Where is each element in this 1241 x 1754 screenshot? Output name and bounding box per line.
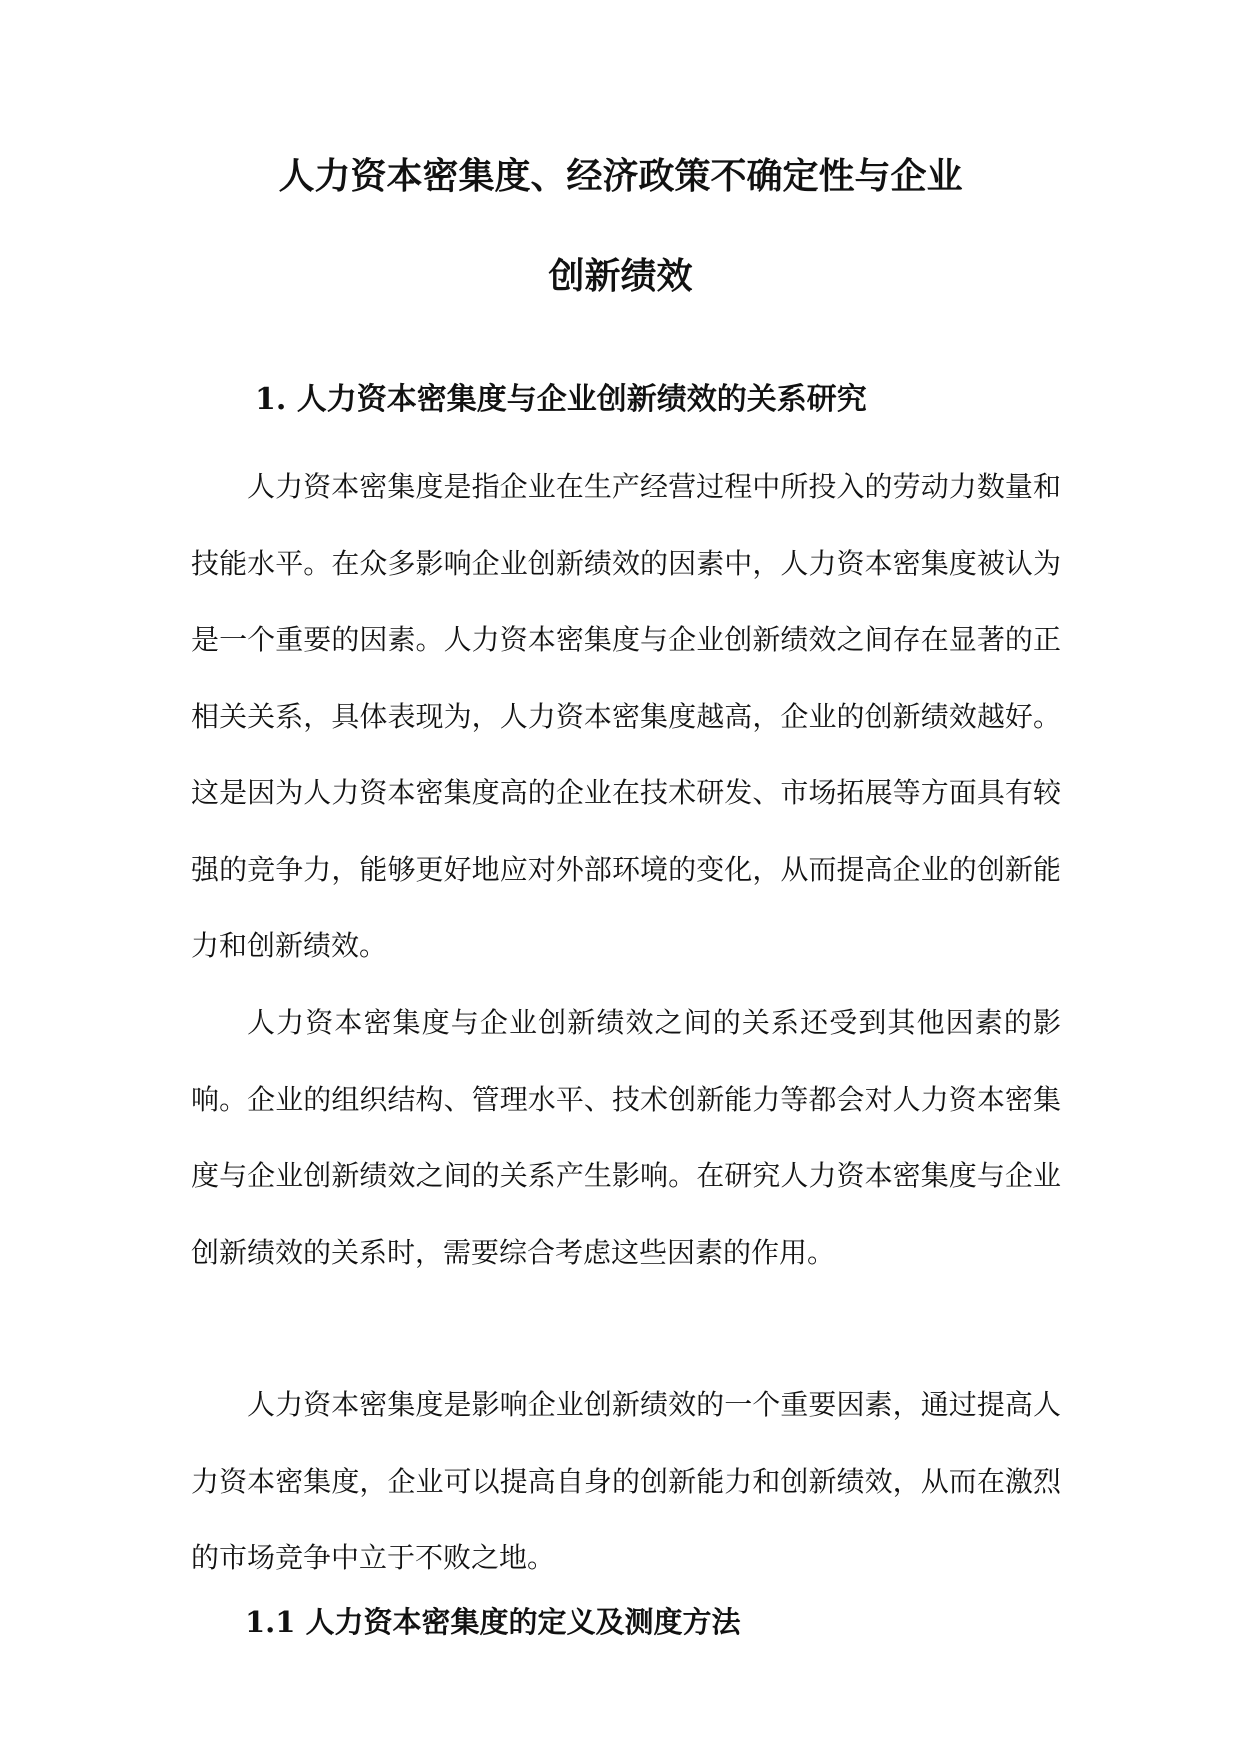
subsection-heading: 1.1 人力资本密集度的定义及测度方法 (245, 1605, 741, 1639)
body-paragraph-1: 人力资本密集度是指企业在生产经营过程中所投入的劳动力数量和技能水平。在众多影响企业创新绩效的因素中，人力资本密集度被认为是一个重要的因素。人力资本密集度与企业创新绩效之间存在显著的正相关关系，具体表现为，人力资本密集度越高，企业的创新绩效越好。这是因为人力资本密集度高的企业在技术研发、市场拓展等方面具有较强的竞争力，能够更好地应对外部环境的变化，从而提高企业的创新能力和创新绩效。 (191, 470, 1061, 962)
document-title-line-1: 人力资本密集度、经济政策不确定性与企业 (278, 155, 963, 197)
document-title-line-2: 创新绩效 (548, 255, 693, 297)
body-paragraph-2: 人力资本密集度与企业创新绩效之间的关系还受到其他因素的影响。企业的组织结构、管理水平、技术创新能力等都会对人力资本密集度与企业创新绩效之间的关系产生影响。在研究人力资本密集度与企业创新绩效的关系时，需要综合考虑这些因素的作用。 (191, 1006, 1061, 1269)
section-heading: 1. 人力资本密集度与企业创新绩效的关系研究 (255, 382, 867, 417)
body-paragraph-3: 人力资本密集度是影响企业创新绩效的一个重要因素，通过提高人力资本密集度，企业可以提高自身的创新能力和创新绩效，从而在激烈的市场竞争中立于不败之地。 (191, 1388, 1061, 1574)
